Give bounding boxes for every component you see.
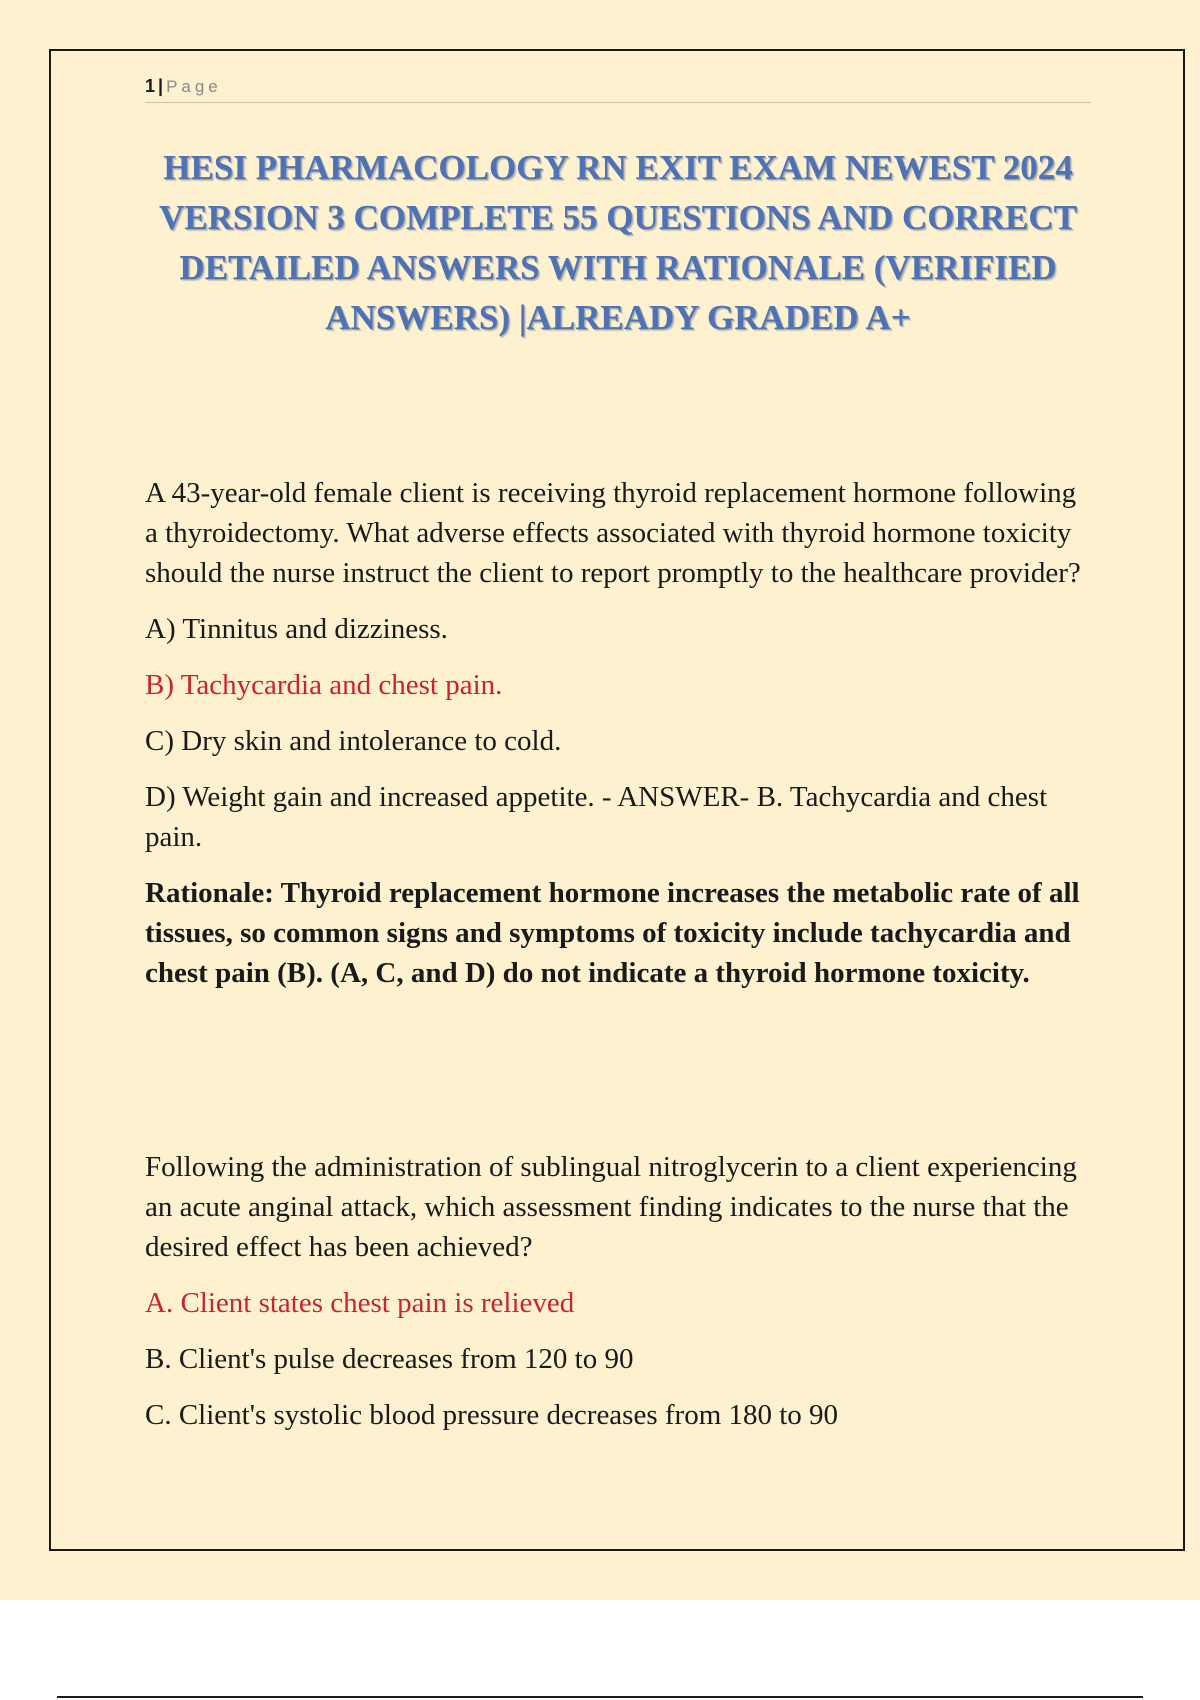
question-stem: Following the administration of sublingual nitroglycerin to a client experiencing an acute anginal attack, which assessment finding indicates to the nurse that the desired effect has been achieved? <box>145 1151 1077 1263</box>
answer-option-c: C) Dry skin and intolerance to cold. <box>145 725 562 757</box>
answer-option-c: C. Client's systolic blood pressure decreases from 180 to 90 <box>145 1399 839 1431</box>
answer-option-b-correct: B) Tachycardia and chest pain. <box>145 669 503 701</box>
answer-option-d: D) Weight gain and increased appetite. - ANSWER- B. Tachycardia and chest pain. <box>145 781 1048 853</box>
page-number: 1 <box>145 76 156 96</box>
next-page-top-rule <box>57 1696 1143 1698</box>
page-label: Page <box>166 77 222 96</box>
question-stem: A 43-year-old female client is receiving thyroid replacement hormone following a thyroidectomy. What adverse effects associated with thyroid hormone toxicity should the nurse instruct the client to report promptly to the healthcare provider? <box>145 477 1081 589</box>
answer-option-a: A) Tinnitus and dizziness. <box>145 613 448 645</box>
page-header <box>145 74 1091 103</box>
question-1 <box>145 473 1095 993</box>
answer-option-b: B. Client's pulse decreases from 120 to 90 <box>145 1343 634 1375</box>
rationale-text: Rationale: Thyroid replacement hormone increases the metabolic rate of all tissues, so common signs and symptoms of toxicity include tachycardia and chest pain (B). (A, C, and D) do not indicate a thyroid hormone toxicity. <box>145 877 1080 989</box>
document-title: HESI PHARMACOLOGY RN EXIT EXAM NEWEST 2024 VERSION 3 COMPLETE 55 QUESTIONS AND CORRECT DETAILED ANSWERS WITH RATIONALE (VERIFIED ANSWERS) |ALREADY GRADED A+ <box>159 148 1077 337</box>
answer-option-a-correct: A. Client states chest pain is relieved <box>145 1287 575 1319</box>
header-separator: | <box>158 76 164 96</box>
question-2 <box>145 1147 1095 1451</box>
